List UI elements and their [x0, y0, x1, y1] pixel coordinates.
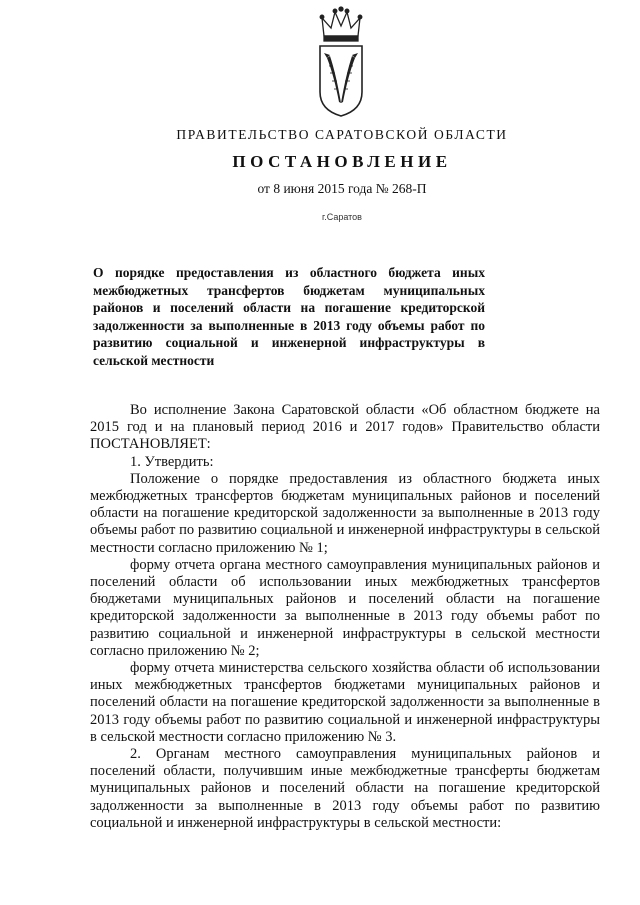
paragraph-local-authorities: 2. Органам местного самоуправления муниципальных районов и поселений области, получившим иные межбюджетные трансферты бюджетам муниципальных районов и поселений области на погашение кредиторской задолженности за выполненные в 2013 году объемы работ по развитию социальной и инженерной инфраструктуры в сельской местности:: [90, 746, 600, 831]
document-body: [90, 402, 600, 832]
paragraph-preamble: Во исполнение Закона Саратовской области «Об областном бюджете на 2015 год и на плановый период 2016 и 2017 годов» Правительство области ПОСТАНОВЛЯЕТ:: [90, 402, 600, 453]
paragraph-regulation: Положение о порядке предоставления из областного бюджета иных межбюджетных трансфертов бюджетам муниципальных районов и поселений области на погашение кредиторской задолженности за выполненные в 2013 году объемы работ по развитию социальной и инженерной инфраструктуры в сельской местности согласно приложению № 1;: [90, 470, 600, 556]
paragraph-report-form-2: форму отчета министерства сельского хозяйства области об использовании иных межбюджетных трансфертов бюджетами муниципальных районов и поселений области на погашение кредиторской задолженности за выполненные в 2013 году объемы работ по развитию социальной и инженерной инфраструктуры в сельской местности согласно приложению № 3.: [90, 660, 600, 745]
paragraph-approve: 1. Утвердить:: [130, 453, 214, 470]
government-name: ПРАВИТЕЛЬСТВО САРАТОВСКОЙ ОБЛАСТИ: [176, 127, 508, 142]
saratov-coat-of-arms-icon: [314, 6, 368, 118]
date-number: от 8 июня 2015 года № 268-П: [257, 181, 427, 196]
paragraph-report-form-1: форму отчета органа местного самоуправления муниципальных районов и поселений области об использовании иных межбюджетных трансфертов бюджетами муниципальных районов и поселений области на погашение кредиторской задолженности за выполненные в 2013 году объемы работ по развитию социальной и инженерной инфраструктуры в сельской местности согласно приложению № 2;: [90, 556, 600, 659]
decree-word: ПОСТАНОВЛЯЕТ:: [90, 436, 211, 453]
city: г.Саратов: [322, 212, 362, 222]
document-subject: О порядке предоставления из областного бюджета иных межбюджетных трансфертов бюджетам муниципальных районов и поселений области на погашение кредиторской задолженности за выполненные в 2013 году объемы работ по развитию социальной и инженерной инфраструктуры в сельской местности: [93, 265, 485, 368]
document-type: ПОСТАНОВЛЕНИЕ: [232, 152, 452, 171]
